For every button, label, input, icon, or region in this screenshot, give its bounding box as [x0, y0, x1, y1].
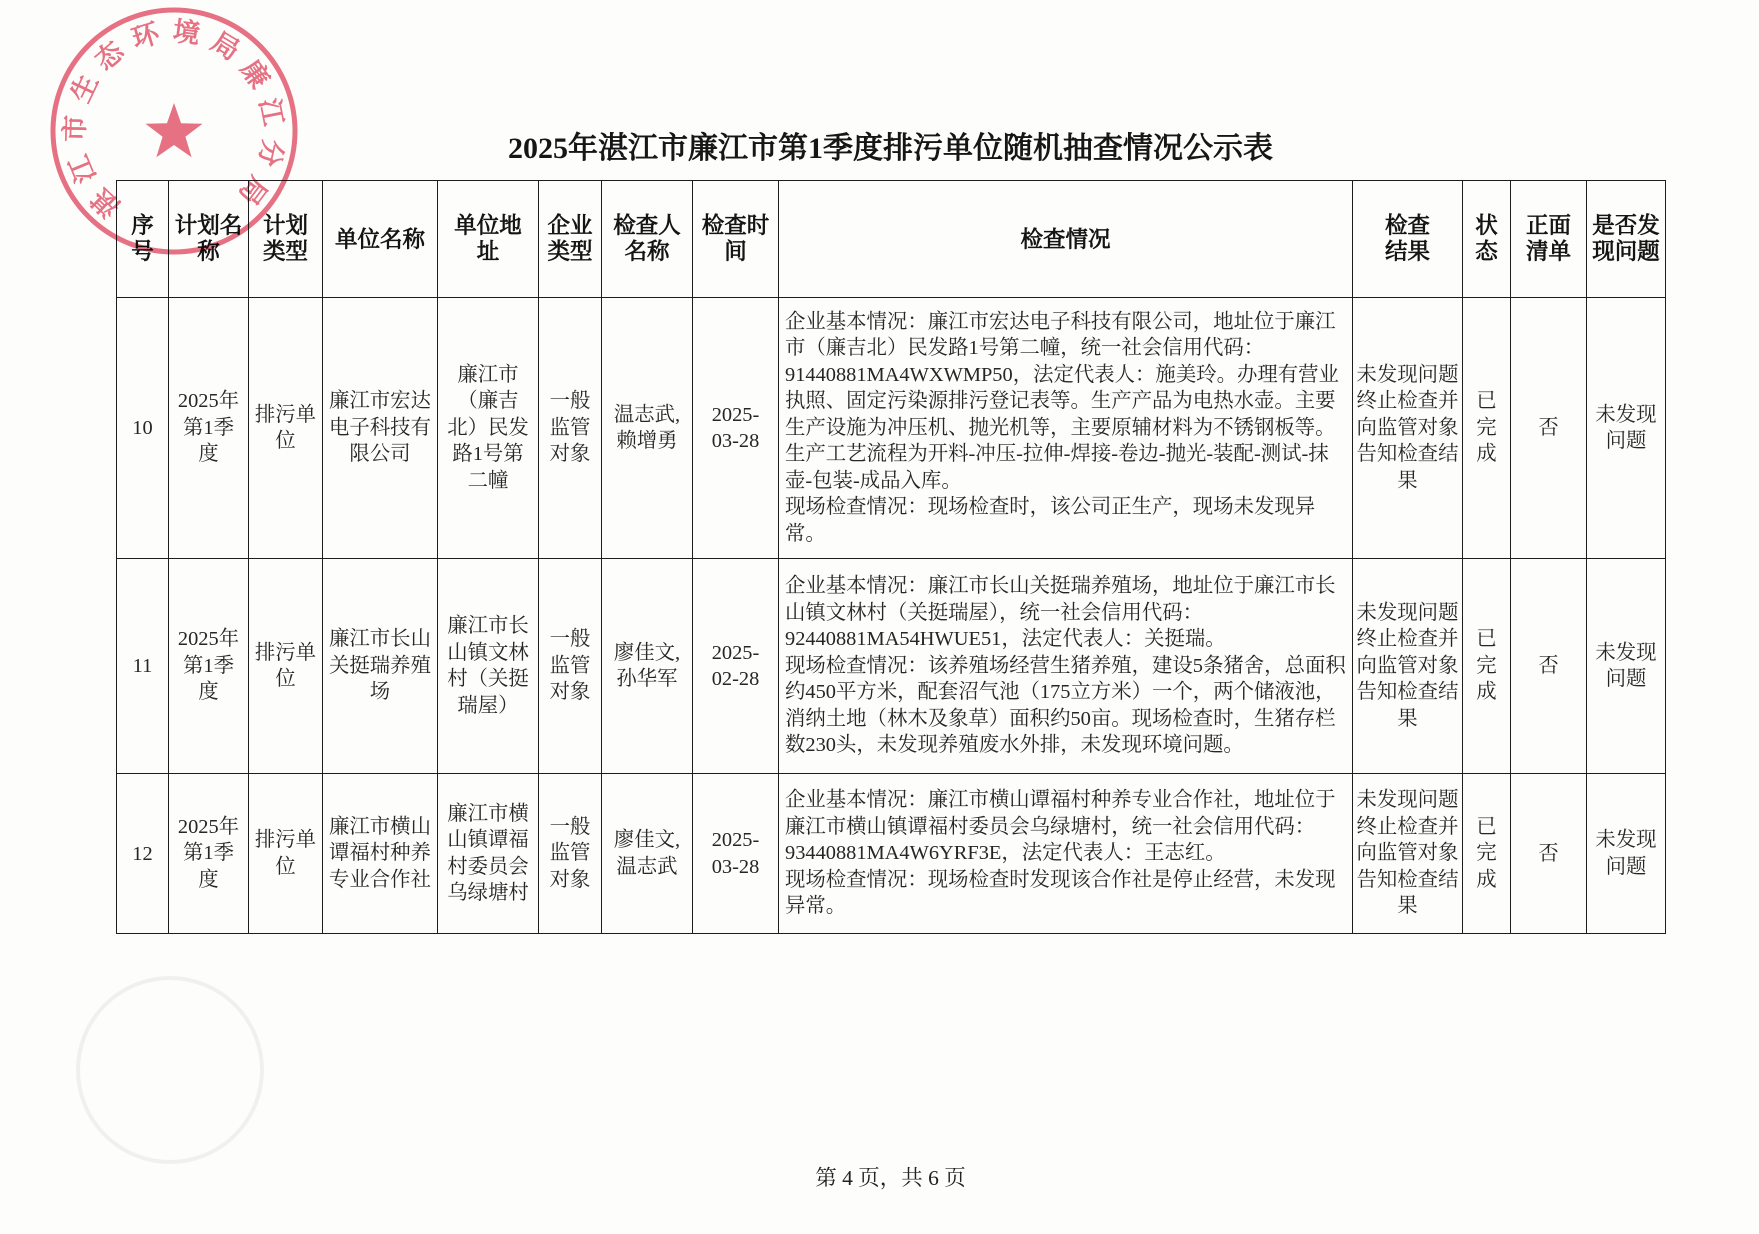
cell-enterprise-type: [539, 559, 602, 774]
cell-inspection-result: [1353, 298, 1463, 559]
cell-enterprise-type: [539, 298, 602, 559]
header-inspection-details: [779, 181, 1353, 298]
cell-plan-type: [249, 298, 323, 559]
header-inspection-date: [693, 181, 779, 298]
table-row: [117, 298, 1666, 559]
cell-unit-address: [438, 298, 539, 559]
seal-text-path: 湛江市生态环境局廉江分局: [59, 16, 289, 223]
inspectors: 廖佳文,孙华军: [613, 641, 681, 690]
plan-type: 排污单位: [254, 641, 317, 690]
positive-list: 否: [1538, 417, 1559, 440]
cell-inspection-details: [779, 298, 1353, 559]
cell-plan-type: [249, 559, 323, 774]
cell-positive-list: [1511, 774, 1587, 934]
cell-no: [117, 298, 169, 559]
inspectors: 廖佳文,温志武: [613, 829, 681, 878]
header-label: 是否发现问题: [1592, 213, 1660, 264]
header-status: [1463, 181, 1511, 298]
basic-info-paragraph: 企业基本情况：廉江市宏达电子科技有限公司，地址位于廉江市（廉吉北）民发路1号第二幢，统一社会信用代码：91440881MA4WXWMP50，法定代表人：施美玲。办理有营业执照、固定污染源排污登记表等。生产产品为电热水壶。主要生产设施为冲压机、抛光机等，主要原辅材料为不锈钢板等。生产工艺流程为开料-冲压-拉伸-焊接-卷边-抛光-装配-测试-抹壶-包装-成品入库。: [785, 310, 1339, 492]
row-number: 12: [132, 842, 153, 865]
header-label: 单位名称: [334, 226, 425, 252]
page-number: 第 4 页，共 6 页: [815, 1166, 966, 1190]
problem-found: 未发现问题: [1595, 641, 1657, 690]
row-number: 11: [132, 655, 153, 678]
cell-inspection-date: [693, 559, 779, 774]
cell-status: [1463, 774, 1511, 934]
cell-plan-name: [169, 298, 249, 559]
onsite-check-paragraph: 现场检查情况：现场检查时，该公司正生产，现场未发现异常。: [785, 496, 1316, 545]
header-label: 检查时间: [701, 213, 770, 264]
header-label: 企业类型: [547, 213, 593, 264]
header-positive-list: [1511, 181, 1587, 298]
problem-found: 未发现问题: [1595, 829, 1657, 878]
cell-unit-name: [323, 559, 438, 774]
cell-status: [1463, 298, 1511, 559]
header-inspection-result: [1353, 181, 1463, 298]
plan-type: 排污单位: [254, 829, 317, 878]
header-plan-name: [169, 181, 249, 298]
inspection-table: [116, 180, 1666, 934]
cell-plan-type: [249, 774, 323, 934]
cell-no: [117, 559, 169, 774]
unit-name: 廉江市宏达电子科技有限公司: [329, 390, 431, 466]
cell-enterprise-type: [539, 774, 602, 934]
cell-inspection-result: [1353, 559, 1463, 774]
cell-positive-list: [1511, 298, 1587, 559]
status: 已完成: [1476, 815, 1497, 891]
header-unit-name: [323, 181, 438, 298]
header-label: 检查结果: [1384, 213, 1430, 264]
inspectors: 温志武,赖增勇: [613, 403, 681, 452]
enterprise-type: 一般监管对象: [549, 628, 591, 704]
inspection-date: 2025-03-28: [711, 403, 760, 452]
cell-inspectors: [602, 559, 693, 774]
header-enterprise-type: [539, 181, 602, 298]
plan-name: 2025年第1季度: [177, 390, 240, 466]
cell-no: [117, 774, 169, 934]
header-label: 状态: [1475, 213, 1498, 264]
plan-type: 排污单位: [254, 403, 317, 452]
unit-name: 廉江市横山谭福村种养专业合作社: [329, 815, 431, 891]
header-label: 检查人名称: [613, 213, 681, 264]
unit-address: 廉江市横山镇谭福村委员会乌绿塘村: [447, 802, 529, 904]
plan-name: 2025年第1季度: [177, 628, 240, 704]
cell-unit-name: [323, 298, 438, 559]
page-title: 2025年湛江市廉江市第1季度排污单位随机抽查情况公示表: [508, 132, 1273, 165]
header-label: 检查情况: [1020, 226, 1111, 252]
inspection-result: 未发现问题终止检查并向监管对象告知检查结果: [1356, 789, 1459, 918]
positive-list: 否: [1538, 655, 1559, 678]
header-label: 单位地址: [454, 213, 522, 264]
basic-info-paragraph: 企业基本情况：廉江市横山谭福村种养专业合作社，地址位于廉江市横山镇谭福村委员会乌绿塘村，统一社会信用代码：93440881MA4W6YRF3E，法定代表人：王志红。: [785, 789, 1336, 865]
header-unit-address: [438, 181, 539, 298]
table-row: [117, 774, 1666, 934]
enterprise-type: 一般监管对象: [549, 390, 591, 466]
onsite-check-paragraph: 现场检查情况：现场检查时发现该合作社是停止经营，未发现异常。: [785, 868, 1336, 918]
cell-problem-found: [1587, 774, 1666, 934]
header-label: 正面清单: [1525, 213, 1571, 264]
header-inspectors: [602, 181, 693, 298]
cell-unit-address: [438, 774, 539, 934]
unit-address: 廉江市长山镇文林村（关挺瑞屋）: [447, 615, 529, 717]
table-header-row: [117, 181, 1666, 298]
cell-problem-found: [1587, 298, 1666, 559]
cell-plan-name: [169, 774, 249, 934]
cell-plan-name: [169, 559, 249, 774]
header-plan-type: [249, 181, 323, 298]
positive-list: 否: [1538, 842, 1559, 865]
table-row: [117, 559, 1666, 774]
header-label: 序号: [131, 213, 154, 264]
problem-found: 未发现问题: [1595, 403, 1657, 452]
header-problem-found: [1587, 181, 1666, 298]
cell-unit-name: [323, 774, 438, 934]
cell-inspectors: [602, 774, 693, 934]
cell-inspectors: [602, 298, 693, 559]
unit-name: 廉江市长山关挺瑞养殖场: [329, 628, 431, 704]
cell-inspection-details: [779, 559, 1353, 774]
onsite-check-paragraph: 现场检查情况：该养殖场经营生猪养殖，建设5条猪舍，总面积约450平方米，配套沼气池（175立方米）一个，两个储液池，消纳土地（林木及象草）面积约50亩。现场检查时，生猪存栏数230头，未发现养殖废水外排，未发现环境问题。: [785, 654, 1346, 757]
cell-inspection-details: [779, 774, 1353, 934]
header-label: 计划类型: [262, 213, 308, 264]
header-label: 计划名称: [174, 213, 243, 264]
unit-address: 廉江市（廉吉北）民发路1号第二幢: [447, 363, 529, 492]
basic-info-paragraph: 企业基本情况：廉江市长山关挺瑞养殖场，地址位于廉江市长山镇文林村（关挺瑞屋），统一社会信用代码：92440881MA54HWUE51，法定代表人：关挺瑞。: [785, 575, 1336, 651]
enterprise-type: 一般监管对象: [549, 815, 591, 891]
status: 已完成: [1476, 628, 1497, 704]
plan-name: 2025年第1季度: [177, 815, 240, 891]
cell-status: [1463, 559, 1511, 774]
faint-seal-mark: [70, 970, 270, 1170]
inspection-date: 2025-03-28: [711, 829, 760, 878]
inspection-result: 未发现问题终止检查并向监管对象告知检查结果: [1356, 363, 1459, 492]
header-no: [117, 181, 169, 298]
inspection-result: 未发现问题终止检查并向监管对象告知检查结果: [1356, 601, 1459, 730]
status: 已完成: [1476, 390, 1497, 466]
cell-inspection-date: [693, 298, 779, 559]
cell-positive-list: [1511, 559, 1587, 774]
row-number: 10: [132, 417, 153, 440]
faint-seal-ring: [78, 978, 262, 1162]
cell-unit-address: [438, 559, 539, 774]
cell-inspection-result: [1353, 774, 1463, 934]
cell-inspection-date: [693, 774, 779, 934]
cell-problem-found: [1587, 559, 1666, 774]
inspection-date: 2025-02-28: [711, 641, 760, 690]
